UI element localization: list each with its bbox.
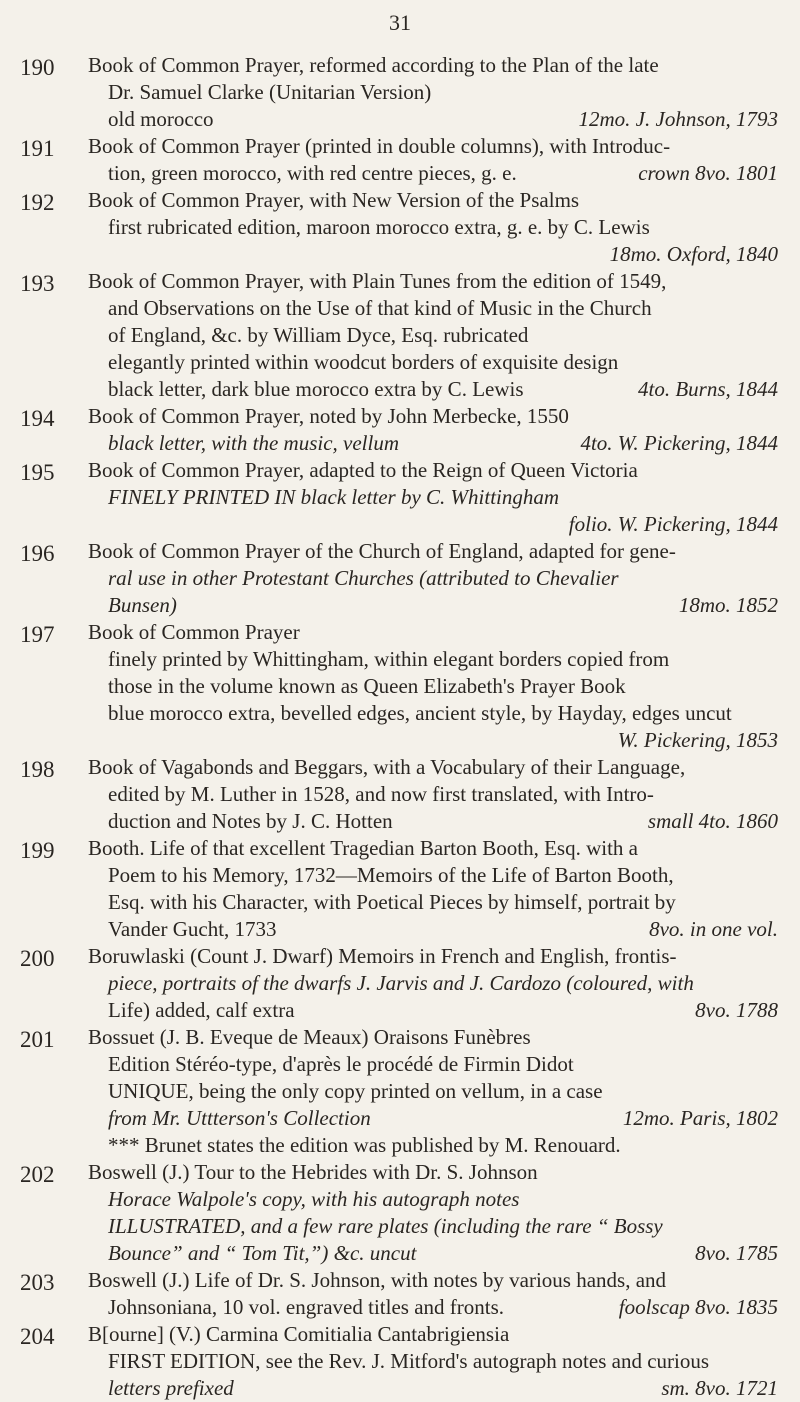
- entry-line: [0, 538, 800, 565]
- imprint: folio. W. Pickering, 1844: [568, 512, 778, 536]
- entry-line: [0, 511, 800, 538]
- entry-text: Horace Walpole's copy, with his autograph notes: [108, 1187, 520, 1211]
- imprint: sm. 8vo. 1721: [661, 1376, 778, 1400]
- catalogue-entry: [0, 403, 800, 457]
- entry-line: [0, 484, 800, 511]
- entry-line: [0, 754, 800, 781]
- entry-line: [0, 727, 800, 754]
- entry-line: [0, 1294, 800, 1321]
- entry-text: Johnsoniana, 10 vol. engraved titles and fronts.: [108, 1295, 505, 1319]
- entry-text: Book of Common Prayer, reformed according to the Plan of the late: [88, 53, 659, 77]
- entry-line: [0, 106, 800, 133]
- entry-text: first rubricated edition, maroon morocco extra, g. e. by C. Lewis: [108, 215, 650, 239]
- entry-text: FIRST EDITION, see the Rev. J. Mitford's autograph notes and curious: [108, 1349, 710, 1373]
- entry-text: *** Brunet states the edition was published by M. Renouard.: [108, 1133, 621, 1157]
- lot-number: 192: [20, 190, 55, 215]
- entry-line: [0, 1132, 800, 1159]
- entry-line: [0, 1159, 800, 1186]
- imprint: 12mo. Paris, 1802: [622, 1106, 778, 1130]
- entry-text: Bounce” and “ Tom Tit,”) &c. uncut: [108, 1241, 417, 1265]
- imprint: 18mo. 1852: [678, 593, 778, 617]
- entry-text: Boswell (J.) Tour to the Hebrides with Dr. S. Johnson: [88, 1160, 538, 1184]
- imprint: W. Pickering, 1853: [617, 728, 778, 752]
- entry-text: Book of Common Prayer of the Church of England, adapted for gene-: [88, 539, 676, 563]
- lot-number: 202: [20, 1162, 55, 1187]
- catalogue-entry: [0, 52, 800, 133]
- entry-line: [0, 997, 800, 1024]
- catalogue-entry: [0, 538, 800, 619]
- entry-line: [0, 403, 800, 430]
- imprint: foolscap 8vo. 1835: [618, 1295, 778, 1319]
- entry-line: [0, 808, 800, 835]
- entry-line: [0, 1105, 800, 1132]
- imprint: 4to. W. Pickering, 1844: [580, 431, 778, 455]
- entry-line: [0, 781, 800, 808]
- entry-line: [0, 565, 800, 592]
- lot-number: 199: [20, 838, 55, 863]
- entry-line: [0, 1213, 800, 1240]
- lot-number: 194: [20, 406, 55, 431]
- entry-text: those in the volume known as Queen Elizabeth's Prayer Book: [108, 674, 626, 698]
- entry-text: old morocco: [108, 107, 214, 131]
- lot-number: 190: [20, 55, 55, 80]
- entry-line: [0, 376, 800, 403]
- entry-text: Boruwlaski (Count J. Dwarf) Memoirs in French and English, frontis-: [88, 944, 677, 968]
- imprint: crown 8vo. 1801: [638, 161, 778, 185]
- entry-text: Bunsen): [108, 593, 177, 617]
- entry-text: Boswell (J.) Life of Dr. S. Johnson, with notes by various hands, and: [88, 1268, 667, 1292]
- catalogue-entry: [0, 754, 800, 835]
- entry-text: and Observations on the Use of that kind of Music in the Church: [108, 296, 652, 320]
- entry-text: Book of Common Prayer, with Plain Tunes from the edition of 1549,: [88, 269, 667, 293]
- catalogue-entry: [0, 268, 800, 403]
- catalogue-entry: [0, 943, 800, 1024]
- entry-line: [0, 943, 800, 970]
- lot-list: [0, 52, 800, 1402]
- entry-text: B[ourne] (V.) Carmina Comitialia Cantabrigiensia: [88, 1322, 510, 1346]
- lot-number: 193: [20, 271, 55, 296]
- entry-line: [0, 349, 800, 376]
- entry-line: [0, 295, 800, 322]
- entry-text: of England, &c. by William Dyce, Esq. rubricated: [108, 323, 529, 347]
- entry-line: [0, 862, 800, 889]
- entry-text: Book of Common Prayer (printed in double columns), with Introduc-: [88, 134, 671, 158]
- entry-line: [0, 430, 800, 457]
- catalogue-entry: [0, 1159, 800, 1267]
- entry-line: [0, 592, 800, 619]
- lot-number: 203: [20, 1270, 55, 1295]
- entry-text: piece, portraits of the dwarfs J. Jarvis and J. Cardozo (coloured, with: [108, 971, 694, 995]
- lot-number: 204: [20, 1324, 55, 1349]
- entry-text: UNIQUE, being the only copy printed on vellum, in a case: [108, 1079, 603, 1103]
- entry-line: [0, 619, 800, 646]
- entry-line: [0, 322, 800, 349]
- entry-text: FINELY PRINTED IN black letter by C. Whittingham: [108, 485, 560, 509]
- entry-line: [0, 133, 800, 160]
- entry-line: [0, 1375, 800, 1402]
- entry-text: Booth. Life of that excellent Tragedian Barton Booth, Esq. with a: [88, 836, 638, 860]
- entry-text: Edition Stéréo-type, d'après le procédé de Firmin Didot: [108, 1052, 574, 1076]
- entry-text: edited by M. Luther in 1528, and now first translated, with Intro-: [108, 782, 654, 806]
- entry-text: Dr. Samuel Clarke (Unitarian Version): [108, 80, 432, 104]
- entry-line: [0, 241, 800, 268]
- entry-line: [0, 916, 800, 943]
- imprint: small 4to. 1860: [647, 809, 778, 833]
- entry-line: [0, 1051, 800, 1078]
- catalogue-entry: [0, 457, 800, 538]
- entry-text: letters prefixed: [108, 1376, 234, 1400]
- entry-line: [0, 1348, 800, 1375]
- entry-text: blue morocco extra, bevelled edges, ancient style, by Hayday, edges uncut: [108, 701, 732, 725]
- entry-line: [0, 457, 800, 484]
- entry-text: Bossuet (J. B. Eveque de Meaux) Oraisons Funèbres: [88, 1025, 531, 1049]
- entry-line: [0, 79, 800, 106]
- lot-number: 196: [20, 541, 55, 566]
- entry-text: ILLUSTRATED, and a few rare plates (including the rare “ Bossy: [108, 1214, 663, 1238]
- entry-line: [0, 1078, 800, 1105]
- entry-line: [0, 1240, 800, 1267]
- imprint: 8vo. in one vol.: [649, 917, 778, 941]
- imprint: 18mo. Oxford, 1840: [609, 242, 778, 266]
- entry-line: [0, 1186, 800, 1213]
- entry-line: [0, 1024, 800, 1051]
- imprint: 12mo. J. Johnson, 1793: [578, 107, 778, 131]
- catalogue-entry: [0, 835, 800, 943]
- lot-number: 200: [20, 946, 55, 971]
- entry-text: black letter, with the music, vellum: [108, 431, 400, 455]
- entry-line: [0, 970, 800, 997]
- entry-line: [0, 1321, 800, 1348]
- entry-line: [0, 268, 800, 295]
- entry-line: [0, 1267, 800, 1294]
- catalogue-entry: [0, 619, 800, 754]
- entry-line: [0, 700, 800, 727]
- entry-text: Book of Common Prayer, with New Version of the Psalms: [88, 188, 580, 212]
- lot-number: 195: [20, 460, 55, 485]
- catalogue-entry: [0, 1321, 800, 1402]
- imprint: 8vo. 1788: [695, 998, 778, 1022]
- entry-text: Book of Common Prayer, noted by John Merbecke, 1550: [88, 404, 569, 428]
- entry-line: [0, 160, 800, 187]
- page-number: 31: [389, 10, 411, 35]
- entry-text: Vander Gucht, 1733: [108, 917, 277, 941]
- entry-line: [0, 646, 800, 673]
- entry-text: finely printed by Whittingham, within elegant borders copied from: [108, 647, 670, 671]
- catalogue-entry: [0, 1267, 800, 1321]
- entry-line: [0, 187, 800, 214]
- imprint: 4to. Burns, 1844: [637, 377, 778, 401]
- lot-number: 201: [20, 1027, 55, 1052]
- catalogue-entry: [0, 133, 800, 187]
- entry-text: Book of Vagabonds and Beggars, with a Vocabulary of their Language,: [88, 755, 686, 779]
- entry-text: Poem to his Memory, 1732—Memoirs of the Life of Barton Booth,: [108, 863, 674, 887]
- entry-text: Esq. with his Character, with Poetical Pieces by himself, portrait by: [108, 890, 676, 914]
- entry-text: Life) added, calf extra: [108, 998, 295, 1022]
- entry-text: elegantly printed within woodcut borders of exquisite design: [108, 350, 619, 374]
- entry-line: [0, 835, 800, 862]
- lot-number: 191: [20, 136, 55, 161]
- catalogue-entry: [0, 1024, 800, 1159]
- entry-text: Book of Common Prayer, adapted to the Reign of Queen Victoria: [88, 458, 638, 482]
- entry-line: [0, 889, 800, 916]
- lot-number: 197: [20, 622, 55, 647]
- entry-text: black letter, dark blue morocco extra by C. Lewis: [108, 377, 524, 401]
- entry-line: [0, 214, 800, 241]
- entry-text: Book of Common Prayer: [88, 620, 300, 644]
- entry-line: [0, 52, 800, 79]
- entry-text: ral use in other Protestant Churches (attributed to Chevalier: [108, 566, 619, 590]
- entry-text: tion, green morocco, with red centre pieces, g. e.: [108, 161, 517, 185]
- lot-number: 198: [20, 757, 55, 782]
- entry-line: [0, 673, 800, 700]
- catalogue-entry: [0, 187, 800, 268]
- imprint: 8vo. 1785: [695, 1241, 778, 1265]
- entry-text: from Mr. Uttterson's Collection: [108, 1106, 371, 1130]
- entry-text: duction and Notes by J. C. Hotten: [108, 809, 393, 833]
